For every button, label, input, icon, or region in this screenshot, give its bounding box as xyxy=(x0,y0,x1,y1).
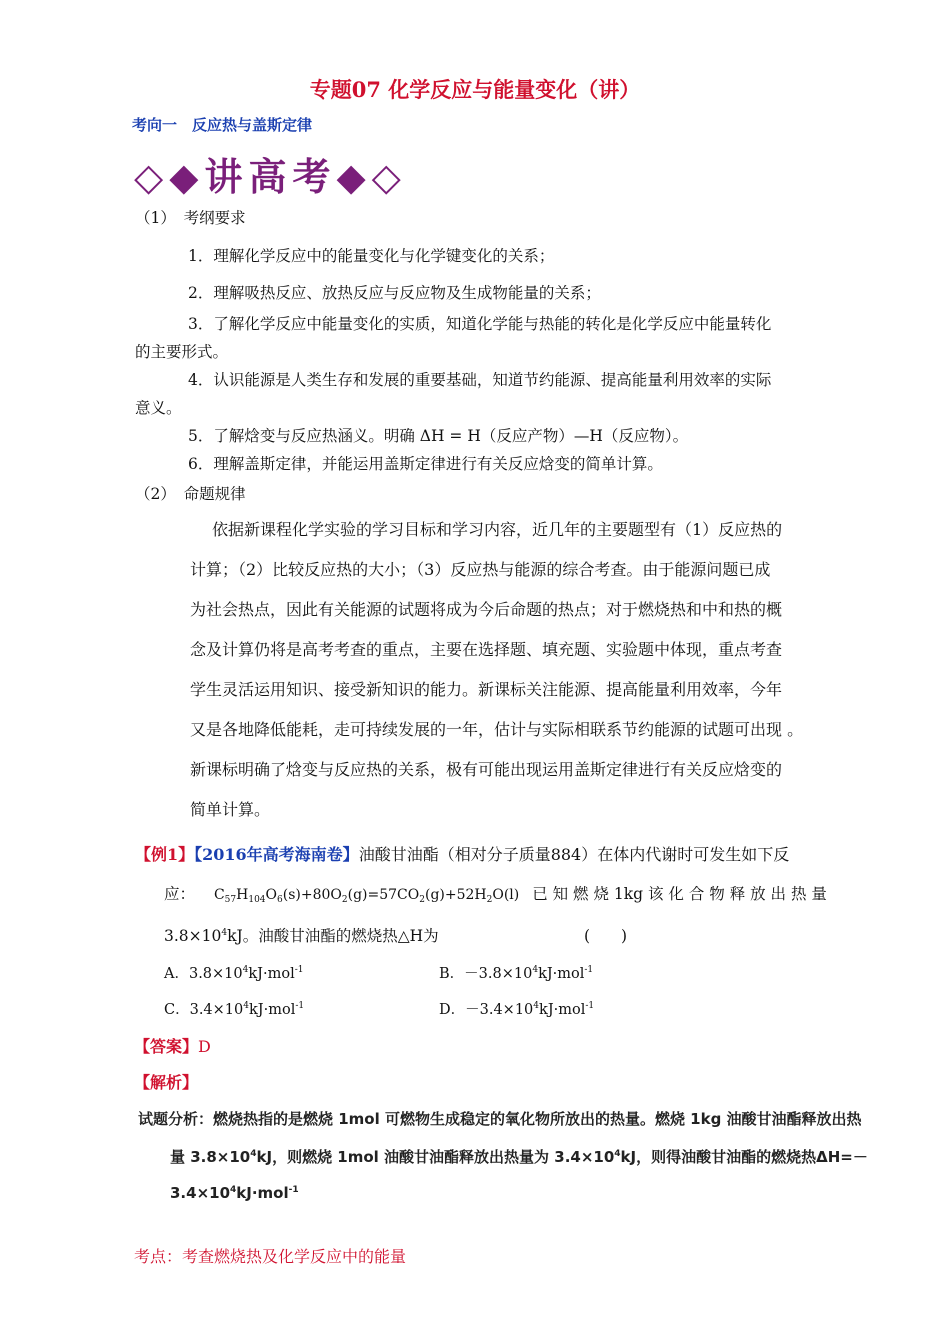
option-label: C．3.4×10 xyxy=(164,1002,244,1018)
example-line-3 xyxy=(164,924,439,946)
example-suffix: 已 知 燃 烧 1kg 该 化 合 物 释 放 出 热 量 xyxy=(532,885,827,903)
option-exp: 4 xyxy=(533,1001,540,1011)
example-text: 油酸甘油酯（相对分子质量884）在体内代谢时可发生如下反 xyxy=(358,845,790,864)
option-b xyxy=(439,962,593,983)
analysis-exp: 4 xyxy=(614,1149,621,1159)
eq-sub: 2 xyxy=(341,895,348,905)
requirement-item: 6．理解盖斯定律，并能运用盖斯定律进行有关反应焓变的简单计算。 xyxy=(188,455,663,473)
requirement-item: 3．了解化学反应中能量变化的实质，知道化学能与热能的转化是化学反应中能量转化 xyxy=(188,315,772,333)
eq-part: (g)+52H xyxy=(424,887,487,903)
reaction-equation xyxy=(214,887,519,903)
requirement-item: 4．认识能源是人类生存和发展的重要基础，知道节约能源、提高能量利用效率的实际 xyxy=(188,371,772,389)
banner-heading: ◇◆讲高考◆◇ xyxy=(134,154,407,199)
option-label: D．－3.4×10 xyxy=(439,1002,534,1018)
option-unit: kJ·mol xyxy=(248,966,295,982)
requirement-item: 5．了解焓变与反应热涵义。明确 ΔH = H（反应产物）—H（反应物）。 xyxy=(188,427,689,445)
analysis-part: 量 3.8×10 xyxy=(170,1148,251,1166)
option-c xyxy=(164,998,304,1019)
analysis-part: kJ，则燃烧 1mol 油酸甘油酯释放出热量为 3.4×10 xyxy=(256,1148,615,1166)
analysis-part: 3.4×10 xyxy=(170,1184,231,1202)
eq-part: O(l) xyxy=(492,887,520,903)
option-unit-exp: -1 xyxy=(584,965,594,975)
example-prefix: 应： xyxy=(164,885,196,903)
paragraph-line: 简单计算。 xyxy=(190,800,271,819)
eq-part: O xyxy=(265,887,278,903)
answer-paren: ( ) xyxy=(584,927,628,945)
requirement-item-cont: 的主要形式。 xyxy=(135,343,229,361)
paragraph-line: 依据新课程化学实验的学习目标和学习内容，近几年的主要题型有（1）反应热的 xyxy=(212,520,783,539)
paragraph-line: 又是各地降低能耗，走可持续发展的一年，估计与实际相联系节约能源的试题可出现 。 xyxy=(190,720,804,739)
analysis-line-1: 试题分析：燃烧热指的是燃烧 1mol 可燃物生成稳定的氧化物所放出的热量。燃烧 1kg 油酸甘油酯释放出热 xyxy=(138,1110,862,1128)
answer-label: 【答案】 xyxy=(134,1037,199,1056)
analysis-label: 【解析】 xyxy=(134,1073,199,1092)
eq-part: (g)=57CO xyxy=(347,887,420,903)
paragraph-line: 新课标明确了焓变与反应热的关系，极有可能出现运用盖斯定律进行有关反应焓变的 xyxy=(190,760,783,779)
test-point: 考点：考查燃烧热及化学反应中的能量 xyxy=(134,1247,407,1266)
analysis-exp: 4 xyxy=(250,1149,257,1159)
option-unit-exp: -1 xyxy=(295,1001,305,1011)
option-unit-exp: -1 xyxy=(294,965,304,975)
eq-part: (s)+80O xyxy=(282,887,342,903)
heat-value: 3.8×10 xyxy=(164,927,222,945)
heat-exp: 4 xyxy=(221,928,228,938)
requirement-item: 1．理解化学反应中的能量变化与化学键变化的关系； xyxy=(188,247,555,265)
eq-sub: 6 xyxy=(277,895,283,905)
example-line-1 xyxy=(135,842,789,865)
option-unit: kJ·mol xyxy=(538,966,585,982)
analysis-part: kJ，则得油酸甘油酯的燃烧热ΔH=－ xyxy=(620,1148,868,1166)
answer-line xyxy=(134,1034,211,1057)
analysis-line-2 xyxy=(170,1146,868,1167)
option-label: A．3.8×10 xyxy=(164,966,243,982)
paragraph-line: 为社会热点，因此有关能源的试题将成为今后命题的热点；对于燃烧热和中和热的概 xyxy=(190,600,783,619)
paragraph-line: 学生灵活运用知识、接受新知识的能力。新课标关注能源、提高能量利用效率，今年 xyxy=(190,680,783,699)
analysis-line-3 xyxy=(170,1184,299,1202)
answer-value: D xyxy=(198,1037,211,1056)
eq-sub: 2 xyxy=(486,895,493,905)
option-label: B．－3.8×10 xyxy=(439,966,533,982)
example-label: 【例1】 xyxy=(135,845,195,864)
eq-sub: 2 xyxy=(419,895,425,905)
paragraph-line: 计算；（2）比较反应热的大小；（3）反应热与能源的综合考查。由于能源问题已成 xyxy=(190,560,771,579)
option-unit: kJ·mol xyxy=(249,1002,296,1018)
section-heading: 考向一 反应热与盖斯定律 xyxy=(132,116,313,134)
option-exp: 4 xyxy=(532,965,539,975)
eq-part: H xyxy=(236,887,249,903)
part1-heading: （1） 考纲要求 xyxy=(135,209,246,227)
option-d xyxy=(439,998,594,1019)
example-line-2 xyxy=(164,882,827,905)
option-unit-exp: -1 xyxy=(585,1001,595,1011)
option-exp: 4 xyxy=(243,1001,249,1011)
example-question: kJ。油酸甘油酯的燃烧热△H为 xyxy=(227,927,439,945)
proposition-paragraph xyxy=(190,510,830,830)
option-exp: 4 xyxy=(242,965,249,975)
requirement-item-cont: 意义。 xyxy=(135,399,182,417)
option-a xyxy=(164,962,303,983)
page-title: 专题07 化学反应与能量变化（讲） xyxy=(309,77,641,102)
analysis-part: kJ·mol xyxy=(236,1184,289,1202)
eq-part: C xyxy=(213,887,225,903)
example-source: 【2016年高考海南卷】 xyxy=(194,845,359,864)
requirement-item: 2．理解吸热反应、放热反应与反应物及生成物能量的关系； xyxy=(188,284,601,302)
analysis-exp: -1 xyxy=(288,1185,299,1195)
analysis-exp: 4 xyxy=(230,1185,237,1195)
eq-sub: 57 xyxy=(224,895,237,905)
paragraph-line: 念及计算仍将是高考考查的重点，主要在选择题、填充题、实验题中体现，重点考查 xyxy=(190,640,783,659)
option-unit: kJ·mol xyxy=(539,1002,586,1018)
eq-sub: 104 xyxy=(248,895,266,905)
part2-heading: （2） 命题规律 xyxy=(135,485,246,503)
